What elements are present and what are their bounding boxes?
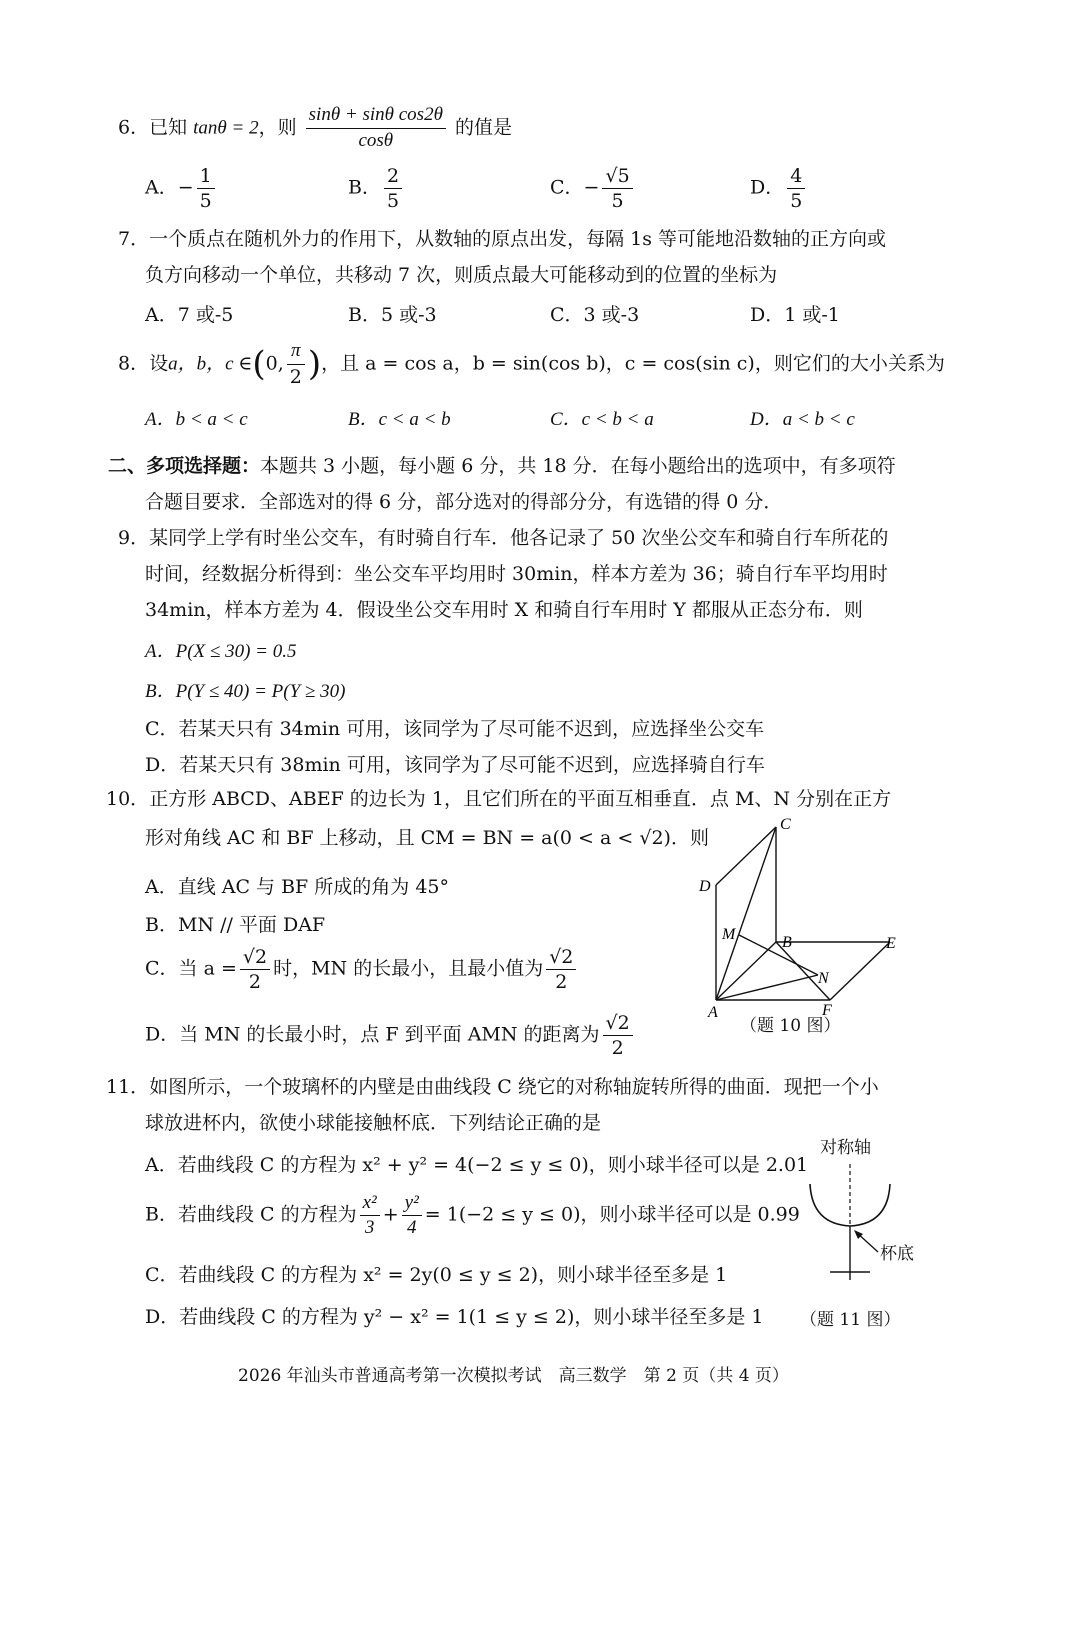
q9-option-b: B．P(Y ≤ 40) = P(Y ≥ 30) (145, 681, 346, 702)
q6-option-d-num: 4 (787, 165, 805, 189)
q11-text-1: 如图所示，一个玻璃杯的内壁是由曲线段 C 绕它的对称轴旋转所得的曲面．现把一个小 (149, 1076, 879, 1098)
q11-option-b-pre: B．若曲线段 C 的方程为 (145, 1203, 357, 1226)
q10-option-c-mid: 时，MN 的长最小，且最小值为 (273, 957, 544, 980)
q11-axis-label: 对称轴 (820, 1138, 871, 1158)
q6-option-b-frac (384, 165, 402, 212)
q11-bottom-label: 杯底 (880, 1244, 914, 1264)
q8-number: 8． (118, 352, 150, 375)
q11-line2: 球放进杯内，欲使小球能接触杯底．下列结论正确的是 (145, 1112, 602, 1134)
q10-option-d-pre: D．当 MN 的长最小时，点 F 到平面 AMN 的距离为 (145, 1023, 600, 1046)
label-E: E (886, 935, 896, 952)
q6-option-c-frac (602, 165, 632, 212)
q6-option-b-den: 5 (386, 190, 400, 212)
q11-option-b-frac2 (402, 1192, 422, 1239)
q6-option-b-label: B． (348, 176, 381, 199)
q11-figure-caption: （题 11 图） (800, 1310, 901, 1330)
q9-line2: 时间，经数据分析得到：坐公交车平均用时 30min，样本方差为 36；骑自行车平均用时 (145, 563, 888, 585)
q11-figure (800, 1162, 930, 1292)
label-B: B (782, 934, 792, 951)
q7-number: 7． (118, 228, 150, 250)
q11-option-a: A．若曲线段 C 的方程为 x² + y² = 4(−2 ≤ y ≤ 0)，则小球半径可以是 2.01 (145, 1154, 809, 1176)
q8-option-b: B．c < a < b (348, 409, 451, 430)
section2-text-1: 本题共 3 小题，每小题 6 分，共 18 分．在每小题给出的选项中，有多项符 (260, 455, 896, 477)
q8-option-a: A．b < a < c (145, 409, 248, 430)
q9-option-c: C．若某天只有 34min 可用，该同学为了尽可能不迟到，应选择坐公交车 (145, 718, 765, 740)
q11-option-b-d2: 4 (406, 1217, 417, 1238)
q6-text-mid: ，则 (258, 116, 297, 139)
q11-option-c: C．若曲线段 C 的方程为 x² = 2y(0 ≤ y ≤ 2)，则小球半径至多是 1 (145, 1264, 728, 1286)
edge-AB (716, 942, 776, 1000)
section2-title: 二、多项选择题： (108, 455, 261, 477)
q6-stem (118, 104, 512, 153)
q9-line3: 34min，样本方差为 4．假设坐公交车用时 X 和骑自行车用时 Y 都服从正态分布．则 (145, 599, 863, 621)
diagonal-AC (716, 827, 776, 1000)
q9-text-1: 某同学上学有时坐公交车，有时骑自行车．他各记录了 50 次坐公交车和骑自行车所花的 (149, 527, 889, 549)
q11-option-b-d1: 3 (364, 1217, 375, 1238)
q9-number: 9． (118, 527, 150, 549)
q10-text-1: 正方形 ABCD、ABEF 的边长为 1，且它们所在的平面互相垂直．点 M、N 分别在正方 (149, 788, 892, 810)
q10-option-c-num2: √2 (546, 946, 576, 970)
q7-option-c: C．3 或-3 (550, 304, 640, 326)
q10-figure-svg (690, 815, 920, 1045)
q8-text-rest: ，且 a = cos a，b = sin(cos b)，c = cos(sin c)，则它们的大小关系为 (321, 352, 945, 375)
q6-option-a-den: 5 (199, 190, 212, 212)
q8-paren-close: ) (307, 343, 322, 384)
q8-option-c: C．c < b < a (550, 409, 654, 430)
q7-option-d: D．1 或-1 (750, 304, 840, 326)
q6-text-post: 的值是 (454, 116, 512, 139)
q6-text-pre: 已知 (149, 116, 188, 139)
q8-option-d: D．a < b < c (750, 409, 855, 430)
q10-line2: 形对角线 AC 和 BF 上移动，且 CM = BN = a(0 < a < √2)．则 (145, 827, 709, 849)
q6-option-c-den: 5 (611, 190, 624, 212)
q8-text-pre: 设 (149, 352, 169, 375)
q6-fraction (306, 104, 446, 153)
q11-option-b-post: = 1(−2 ≤ y ≤ 0)，则小球半径可以是 0.99 (424, 1203, 800, 1226)
q10-figure-caption: （题 10 图） (740, 1016, 841, 1036)
q10-number: 10． (106, 788, 150, 810)
q6-option-b (348, 165, 405, 212)
segment-AN (716, 975, 818, 1000)
label-D: D (699, 878, 711, 895)
q10-option-c-frac1 (240, 946, 270, 993)
q11-option-b-frac1 (360, 1192, 380, 1239)
q7-text-1: 一个质点在随机外力的作用下，从数轴的原点出发，每隔 1s 等可能地沿数轴的正方向或 (149, 228, 887, 250)
q9-line1 (118, 527, 888, 550)
q6-option-a-frac (197, 165, 215, 212)
q9-option-a: A．P(X ≤ 30) = 0.5 (145, 641, 297, 662)
q7-option-b: B．5 或-3 (348, 304, 437, 326)
q8-interval-frac (287, 340, 305, 389)
q8-interval-num: π (287, 340, 305, 365)
q10-option-c-den2: 2 (555, 971, 568, 993)
q6-option-d-label: D． (750, 176, 785, 199)
q6-option-c-sign: − (583, 176, 600, 199)
q6-option-d (750, 165, 808, 212)
q7-option-a: A．7 或-5 (145, 304, 234, 326)
section2-line1 (108, 455, 896, 478)
q11-option-d: D．若曲线段 C 的方程为 y² − x² = 1(1 ≤ y ≤ 2)，则小球半径至多是 1 (145, 1306, 764, 1328)
q6-option-c-label: C． (550, 176, 584, 199)
q6-frac-den: cosθ (358, 129, 394, 151)
q6-option-a (145, 165, 218, 212)
label-C: C (780, 816, 791, 833)
section2-line2: 合题目要求．全部选对的得 6 分，部分选对的得部分分，有选错的得 0 分． (145, 491, 783, 513)
q6-option-a-label: A． (145, 176, 178, 199)
q10-option-c-den1: 2 (248, 971, 262, 993)
q7-line1 (118, 228, 886, 251)
q6-option-d-frac (787, 165, 805, 212)
q11-number: 11． (106, 1076, 150, 1098)
q10-figure (690, 815, 920, 1045)
q6-option-a-sign: − (177, 176, 194, 199)
q10-option-d (145, 1012, 636, 1059)
label-F: F (822, 1002, 832, 1019)
q10-option-c-pre: C．当 a = (145, 957, 237, 980)
q8-vars: a，b，c ∈ (168, 353, 253, 375)
q11-line1 (106, 1076, 879, 1099)
q11-option-b-n1: x² (360, 1192, 380, 1216)
q8-paren-open: ( (252, 343, 266, 384)
q7-line2: 负方向移动一个单位，共移动 7 次，则质点最大可能移动到的位置的坐标为 (145, 264, 778, 286)
q8-stem (118, 340, 945, 389)
page-footer: 2026 年汕头市普通高考第一次模拟考试 高三数学 第 2 页（共 4 页） (238, 1366, 789, 1386)
q10-option-b: B．MN // 平面 DAF (145, 914, 326, 936)
q10-option-d-frac (603, 1012, 633, 1059)
q6-frac-num: sinθ + sinθ cos2θ (306, 104, 446, 129)
edge-FE (830, 942, 890, 1000)
label-N: N (818, 970, 829, 987)
q6-option-b-num: 2 (384, 165, 402, 189)
q11-option-b-n2: y² (402, 1192, 422, 1216)
q6-option-c (550, 165, 636, 212)
q10-option-d-den: 2 (611, 1037, 624, 1059)
label-M: M (722, 926, 736, 943)
q6-option-d-den: 5 (790, 190, 803, 212)
q8-interval-den: 2 (289, 365, 302, 388)
q11-option-b: B．若曲线段 C 的方程为 $\frac{\text{x²}}{3}$ + $\frac{\text{y²}}{4}$ = 1(−2 ≤ y ≤ 0)，则小球半径可以是 0.99 (145, 1192, 800, 1238)
q8-interval-left: 0, (265, 352, 284, 375)
q10-option-a: A．直线 AC 与 BF 所成的角为 45° (145, 876, 450, 898)
q6-option-a-num: 1 (197, 165, 215, 189)
edge-DC (716, 827, 776, 885)
q10-option-c-num1: √2 (240, 946, 270, 970)
q10-option-c (145, 946, 579, 993)
q6-number: 6． (118, 116, 150, 139)
q10-line1 (106, 788, 891, 811)
q10-option-d-num: √2 (603, 1012, 633, 1036)
segment-MN (739, 935, 818, 975)
q6-condition: tanθ = 2 (193, 117, 259, 139)
label-A: A (708, 1004, 718, 1021)
cup-curve (810, 1184, 890, 1226)
q9-option-d: D．若某天只有 38min 可用，该同学为了尽可能不迟到，应选择骑自行车 (145, 754, 765, 776)
q10-option-c-frac2 (546, 946, 576, 993)
q6-option-c-num: √5 (602, 165, 632, 189)
q11-figure-svg (800, 1162, 930, 1292)
